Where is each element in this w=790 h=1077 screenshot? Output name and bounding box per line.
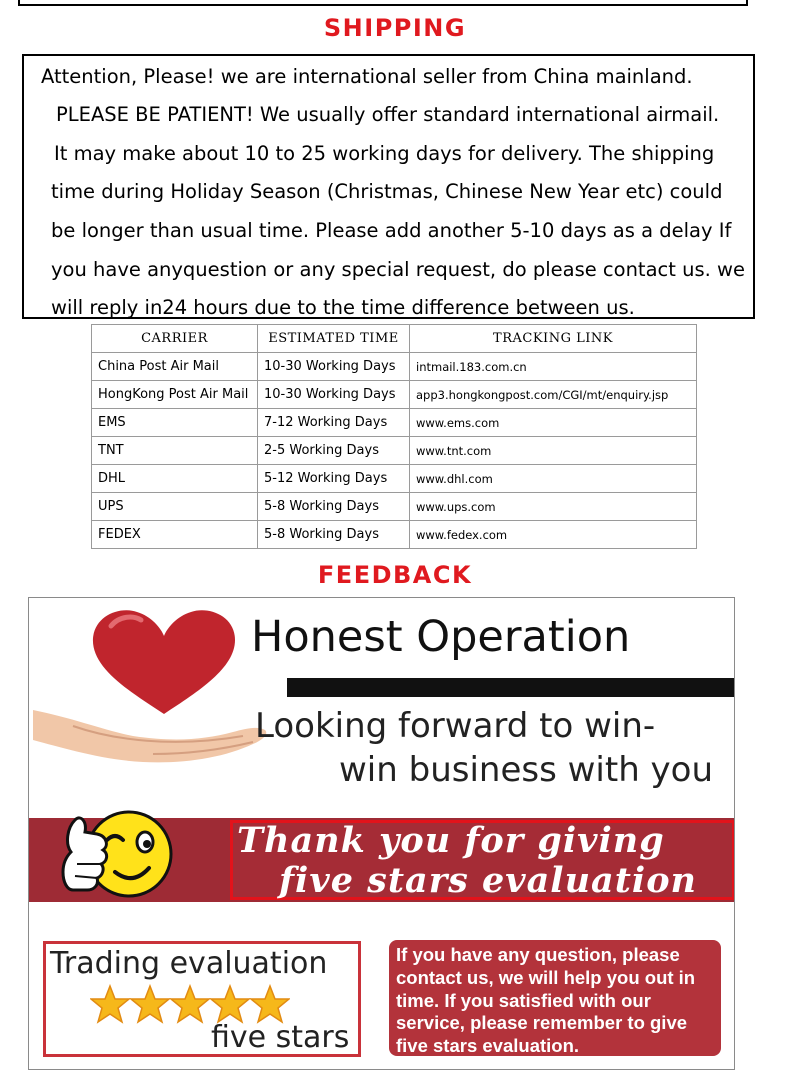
trading-subtitle: five stars <box>211 1020 350 1055</box>
table-row <box>92 437 697 465</box>
tracking-link-cell: www.ems.com <box>410 409 697 437</box>
feedback-title: FEEDBACK <box>317 561 473 589</box>
table-row <box>92 493 697 521</box>
shipping-title: SHIPPING <box>323 14 467 42</box>
carrier-cell: EMS <box>92 409 258 437</box>
star-icon <box>171 986 209 1022</box>
tracking-link-cell: intmail.183.com.cn <box>410 353 697 381</box>
carrier-cell: HongKong Post Air Mail <box>92 381 258 409</box>
table-row <box>92 409 697 437</box>
tagline-line-2: win business with you <box>339 750 714 790</box>
tracking-link-cell: app3.hongkongpost.com/CGI/mt/enquiry.jsp <box>410 381 697 409</box>
column-header-estimated-time: ESTIMATED TIME <box>258 325 410 353</box>
time-cell: 2-5 Working Days <box>258 437 410 465</box>
carrier-cell: FEDEX <box>92 521 258 549</box>
notice-line: you have anyquestion or any special request, do please contact us. we <box>51 258 745 281</box>
tracking-link-cell: www.fedex.com <box>410 521 697 549</box>
trading-evaluation-box <box>43 941 361 1057</box>
thanks-line-2: five stars evaluation <box>279 860 697 901</box>
headline: Honest Operation <box>251 612 631 662</box>
tracking-link-cell: www.tnt.com <box>410 437 697 465</box>
notice-line: be longer than usual time. Please add another 5-10 days as a delay If <box>51 219 732 242</box>
contact-note-text: If you have any question, please contact us, we will help you out in time. If you satisfied with our service, please remember to give five stars evaluation. <box>396 944 696 1057</box>
notice-line: It may make about 10 to 25 working days for delivery. The shipping <box>54 142 715 165</box>
trading-title: Trading evaluation <box>50 946 328 981</box>
star-icon <box>251 986 289 1022</box>
decorative-bar <box>287 678 735 697</box>
shipping-table <box>91 324 697 549</box>
notice-line: PLEASE BE PATIENT! We usually offer standard international airmail. <box>56 103 720 126</box>
tracking-link-cell: www.ups.com <box>410 493 697 521</box>
five-stars-rating <box>90 984 290 1024</box>
time-cell: 7-12 Working Days <box>258 409 410 437</box>
carrier-cell: TNT <box>92 437 258 465</box>
table-header-row <box>92 325 697 353</box>
notice-line: time during Holiday Season (Christmas, Chinese New Year etc) could <box>51 180 723 203</box>
table-row <box>92 521 697 549</box>
time-cell: 5-12 Working Days <box>258 465 410 493</box>
hand-icon <box>33 696 269 766</box>
shipping-notice <box>22 54 755 319</box>
column-header-carrier: CARRIER <box>92 325 258 353</box>
thanks-line-1: Thank you for giving <box>237 820 665 861</box>
feedback-banner <box>28 597 735 1070</box>
notice-line: will reply in24 hours due to the time difference between us. <box>51 296 635 319</box>
time-cell: 5-8 Working Days <box>258 521 410 549</box>
carrier-cell: DHL <box>92 465 258 493</box>
star-icon <box>131 986 169 1022</box>
time-cell: 5-8 Working Days <box>258 493 410 521</box>
tracking-link-cell: www.dhl.com <box>410 465 697 493</box>
contact-note-box <box>389 940 721 1056</box>
tagline-line-1: Looking forward to win- <box>255 706 656 746</box>
time-cell: 10-30 Working Days <box>258 381 410 409</box>
thumbs-up-smiley-icon <box>57 806 175 906</box>
star-icon <box>91 986 129 1022</box>
carrier-cell: China Post Air Mail <box>92 353 258 381</box>
star-icon <box>211 986 249 1022</box>
carrier-cell: UPS <box>92 493 258 521</box>
time-cell: 10-30 Working Days <box>258 353 410 381</box>
table-row <box>92 465 697 493</box>
column-header-tracking-link: TRACKING LINK <box>410 325 697 353</box>
notice-line: Attention, Please! we are international seller from China mainland. <box>41 65 693 88</box>
top-divider <box>18 0 748 6</box>
table-row <box>92 353 697 381</box>
table-row <box>92 381 697 409</box>
